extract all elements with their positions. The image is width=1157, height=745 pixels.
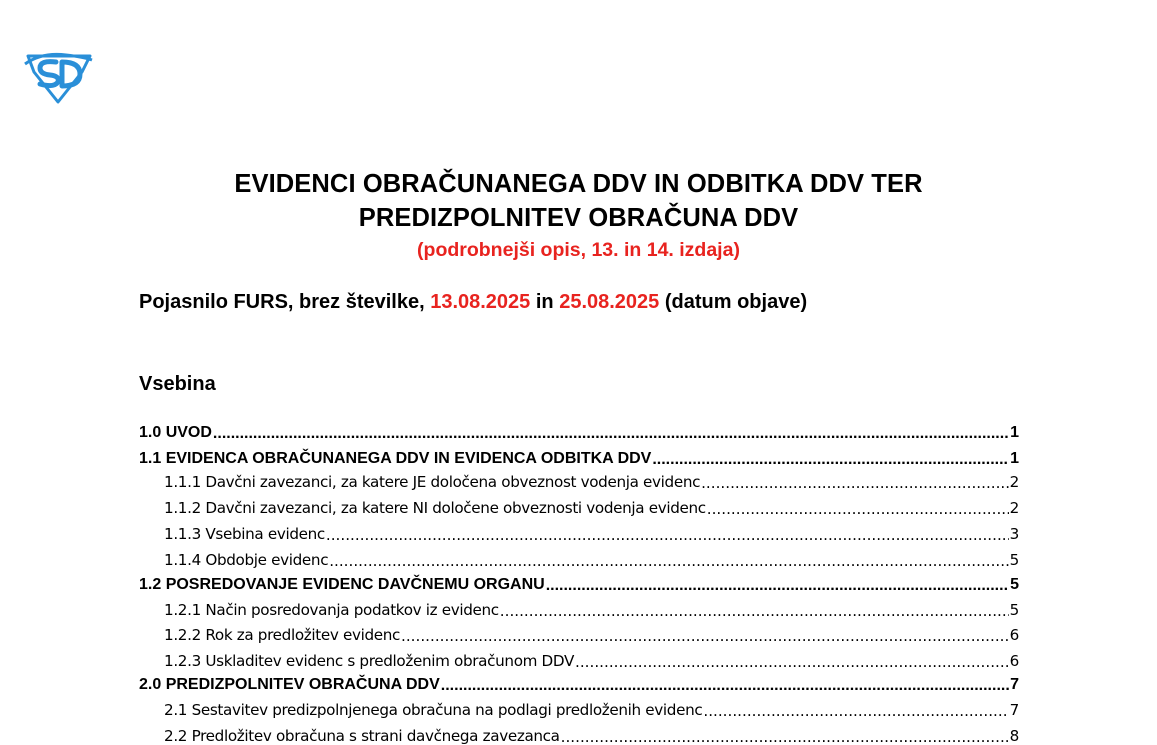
toc-entry-title: 1.1.1 Davčni zavezanci, za katere JE določena obveznost vodenja evidenc: [164, 473, 701, 491]
toc-dot-leader: [441, 677, 1009, 693]
toc-entry-title: 1.2.1 Način posredovanja podatkov iz evidenc: [164, 601, 499, 619]
toc-entry[interactable]: [139, 576, 1019, 594]
toc-entry[interactable]: [164, 551, 1019, 569]
source-prefix: Pojasnilo FURS, brez številke,: [139, 291, 431, 313]
sd-logo-icon: [22, 50, 96, 104]
document-title-line-2: PREDIZPOLNITEV OBRAČUNA DDV: [358, 204, 799, 232]
toc-entry-page: 7: [1009, 701, 1019, 719]
toc-entry-title: 2.2 Predložitev obračuna s strani davčnega zavezanca: [164, 727, 560, 745]
toc-entry-title: 2.1 Sestavitev predizpolnjenega obračuna na podlagi predloženih evidenc: [164, 701, 703, 719]
toc-entry-title: 2.0 PREDIZPOLNITEV OBRAČUNA DDV: [139, 676, 440, 693]
toc-dot-leader: [329, 552, 1008, 567]
toc-entry-page: 5: [1010, 576, 1019, 593]
toc-entry[interactable]: [164, 652, 1019, 670]
toc-entry-page: 1: [1010, 424, 1019, 441]
toc-entry[interactable]: [164, 525, 1019, 543]
toc-entry[interactable]: [139, 676, 1019, 694]
toc-dot-leader: [401, 627, 1009, 642]
toc-entry[interactable]: [139, 450, 1019, 468]
toc-dot-leader: [652, 451, 1009, 467]
toc-entry[interactable]: [164, 626, 1019, 644]
toc-entry-page: 5: [1009, 551, 1019, 569]
toc-entry-page: 6: [1009, 626, 1019, 644]
document-title-line-1: EVIDENCI OBRAČUNANEGA DDV IN ODBITKA DDV TER: [234, 170, 923, 198]
source-date-2: 25.08.2025: [559, 291, 660, 313]
toc-entry[interactable]: [164, 499, 1019, 517]
toc-entry-page: 2: [1009, 473, 1019, 491]
toc-entry-title: 1.1 EVIDENCA OBRAČUNANEGA DDV IN EVIDENCA ODBITKA DDV: [139, 450, 652, 467]
source-line: [139, 288, 807, 316]
toc-entry-page: 6: [1009, 652, 1019, 670]
toc-entry-title: 1.0 UVOD: [139, 424, 212, 441]
toc-entry-title: 1.2.3 Uskladitev evidenc s predloženim obračunom DDV: [164, 652, 575, 670]
toc-dot-leader: [701, 474, 1009, 489]
toc-entry-page: 8: [1009, 727, 1019, 745]
source-date-1: 13.08.2025: [430, 291, 531, 313]
toc-dot-leader: [500, 602, 1009, 617]
toc-entry-title: 1.1.4 Obdobje evidenc: [164, 551, 329, 569]
toc-entry[interactable]: [139, 424, 1019, 442]
toc-heading: Vsebina: [139, 373, 216, 395]
toc-dot-leader: [561, 728, 1009, 743]
toc-entry-title: 1.2 POSREDOVANJE EVIDENC DAVČNEMU ORGANU: [139, 576, 545, 593]
toc-entry-page: 5: [1009, 601, 1019, 619]
toc-dot-leader: [546, 577, 1009, 593]
toc-entry[interactable]: [164, 601, 1019, 619]
source-suffix: (datum objave): [659, 291, 808, 313]
toc-dot-leader: [707, 500, 1009, 515]
toc-entry[interactable]: [164, 473, 1019, 491]
toc-dot-leader: [575, 653, 1009, 668]
toc-entry-page: 7: [1010, 676, 1019, 693]
source-middle: in: [530, 291, 560, 313]
toc-dot-leader: [213, 425, 1009, 441]
toc-entry-page: 3: [1009, 525, 1019, 543]
toc-entry-title: 1.2.2 Rok za predložitev evidenc: [164, 626, 401, 644]
toc-entry[interactable]: [164, 701, 1019, 719]
toc-entry-page: 1: [1010, 450, 1019, 467]
toc-dot-leader: [703, 702, 1008, 717]
toc-entry[interactable]: [164, 727, 1019, 745]
toc-entry-title: 1.1.2 Davčni zavezanci, za katere NI določene obveznosti vodenja evidenc: [164, 499, 706, 517]
toc-dot-leader: [326, 526, 1009, 541]
document-subtitle: (podrobnejši opis, 13. in 14. izdaja): [417, 239, 740, 261]
toc-entry-page: 2: [1009, 499, 1019, 517]
toc-entry-title: 1.1.3 Vsebina evidenc: [164, 525, 325, 543]
